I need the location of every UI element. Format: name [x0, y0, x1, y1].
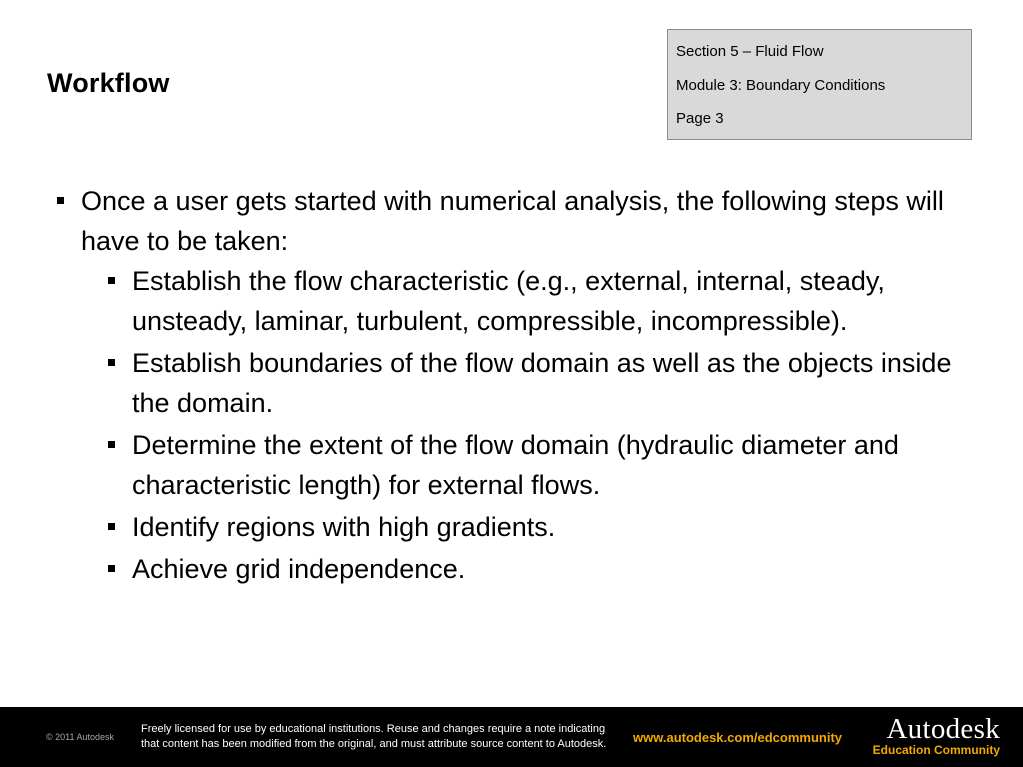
- main-bullet: [57, 181, 987, 261]
- copyright-text: © 2011 Autodesk: [46, 732, 115, 742]
- page-title: Workflow: [47, 68, 170, 98]
- license-line-2: that content has been modified from the original, and must attribute source content to Autodesk.: [141, 738, 607, 750]
- page-label: Page 3: [676, 110, 724, 127]
- bullet-content: [57, 181, 987, 591]
- square-bullet-icon: [57, 197, 64, 204]
- sub-bullet-text: Determine the extent of the flow domain (hydraulic diameter and characteristic length) for external flows.: [132, 430, 899, 500]
- section-info-box: [667, 29, 972, 140]
- license-line-1: Freely licensed for use by educational institutions. Reuse and changes require a note indicating: [141, 723, 606, 735]
- list-item: [108, 507, 987, 547]
- sub-bullet-list: [108, 261, 987, 589]
- community-link[interactable]: www.autodesk.com/edcommunity: [633, 730, 843, 745]
- sub-bullet-text: Achieve grid independence.: [132, 554, 466, 584]
- list-item: [108, 343, 987, 423]
- sub-bullet-text: Identify regions with high gradients.: [132, 512, 556, 542]
- sub-bullet-text: Establish the flow characteristic (e.g., external, internal, steady, unsteady, laminar, turbulent, compressible, incompressible).: [132, 266, 885, 336]
- square-bullet-icon: [108, 359, 115, 366]
- autodesk-logo: [868, 715, 1000, 757]
- license-text: [141, 722, 631, 752]
- section-label: Section 5 – Fluid Flow: [676, 43, 824, 60]
- list-item: [108, 425, 987, 505]
- list-item: [108, 549, 987, 589]
- logo-wordmark: Autodesk: [886, 713, 1000, 745]
- sub-bullet-text: Establish boundaries of the flow domain as well as the objects inside the domain.: [132, 348, 952, 418]
- square-bullet-icon: [108, 277, 115, 284]
- logo-subtitle: Education Community: [872, 743, 1000, 757]
- footer-bar: [0, 707, 1023, 767]
- square-bullet-icon: [108, 523, 115, 530]
- module-label: Module 3: Boundary Conditions: [676, 76, 886, 94]
- main-bullet-text: Once a user gets started with numerical analysis, the following steps will have to be taken:: [81, 186, 944, 256]
- square-bullet-icon: [108, 441, 115, 448]
- square-bullet-icon: [108, 565, 115, 572]
- list-item: [108, 261, 987, 341]
